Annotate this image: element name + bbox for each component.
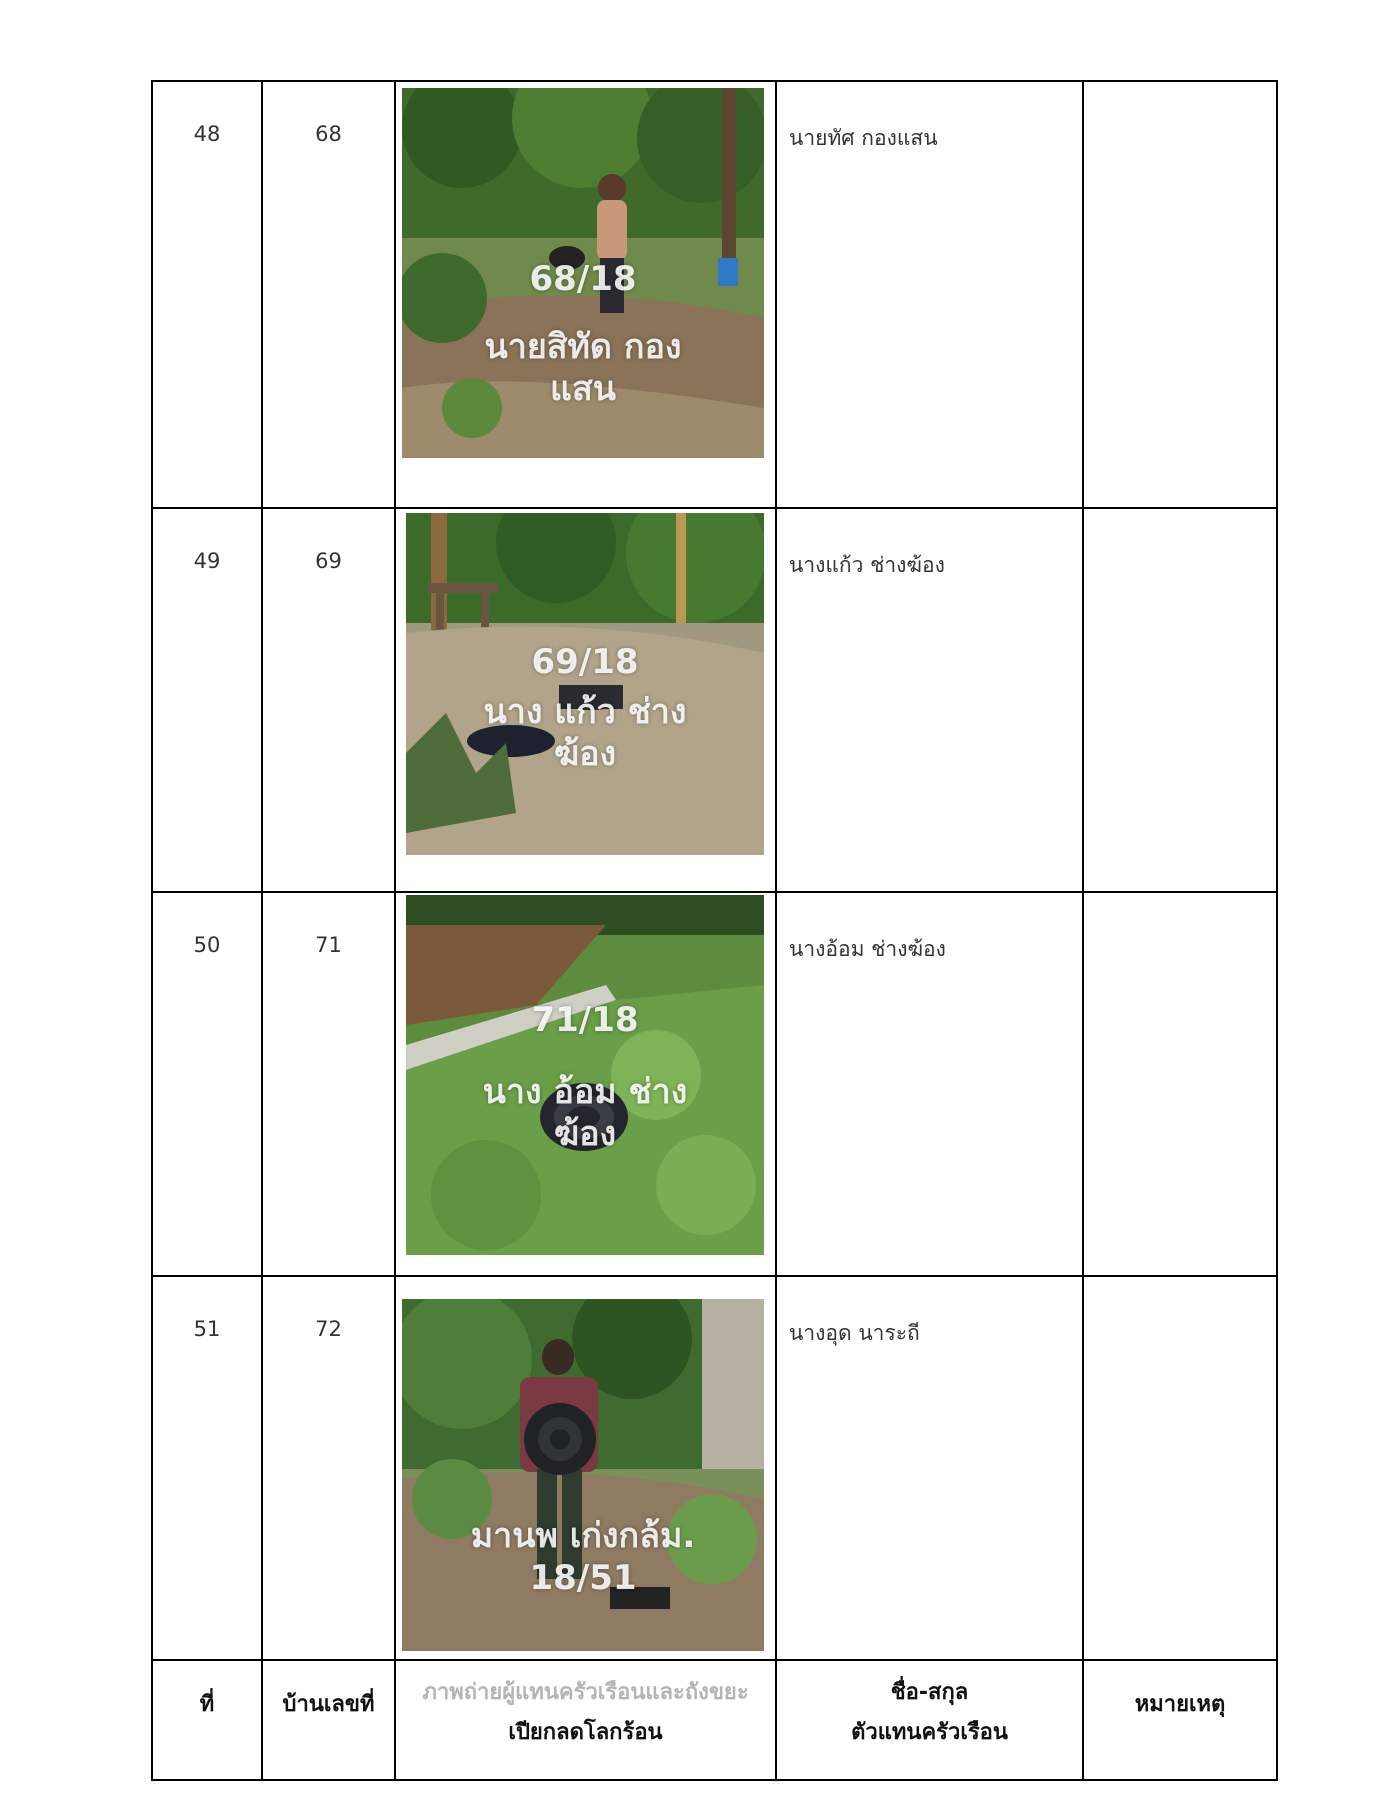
- household-representative-name: นางแก้ว ช่างฆ้อง: [776, 508, 1083, 892]
- photo-cell: [395, 81, 776, 508]
- table-row: [152, 1276, 1277, 1660]
- column-header-house-number: บ้านเลขที่: [262, 1660, 395, 1780]
- row-index: 50: [152, 892, 262, 1276]
- photo-caption-line: 68/18: [529, 259, 637, 299]
- column-header-name: [776, 1660, 1083, 1780]
- note-cell: [1083, 1276, 1277, 1660]
- note-cell: [1083, 508, 1277, 892]
- household-photo: [406, 895, 764, 1255]
- table-row: [152, 81, 1277, 508]
- photo-caption-line: มานพ เก่งกล้ม.: [470, 1516, 696, 1556]
- column-header-photo: [395, 1660, 776, 1780]
- row-index: 49: [152, 508, 262, 892]
- column-header-name-line2: ตัวแทนครัวเรือน: [851, 1720, 1008, 1745]
- note-cell: [1083, 892, 1277, 1276]
- photo-caption-line: นาง แก้ว ช่าง: [483, 692, 687, 732]
- note-cell: [1083, 81, 1277, 508]
- column-header-index: ที่: [152, 1660, 262, 1780]
- photo-caption-line: ฆ้อง: [553, 734, 617, 774]
- table-row: [152, 508, 1277, 892]
- household-representative-name: นายทัศ กองแสน: [776, 81, 1083, 508]
- photo-caption-line: 71/18: [531, 1000, 639, 1040]
- house-number: 71: [262, 892, 395, 1276]
- photo-cell: [395, 1276, 776, 1660]
- column-header-name-line1: ชื่อ-สกุล: [890, 1680, 969, 1705]
- house-number: 69: [262, 508, 395, 892]
- house-number: 72: [262, 1276, 395, 1660]
- photo-cell: [395, 508, 776, 892]
- photo-caption-line: 69/18: [531, 642, 639, 682]
- table-row: [152, 892, 1277, 1276]
- row-index: 51: [152, 1276, 262, 1660]
- household-photo: [402, 1299, 764, 1651]
- photo-caption-line: แสน: [550, 369, 616, 409]
- household-representative-name: นางอุด นาระถี: [776, 1276, 1083, 1660]
- row-index: 48: [152, 81, 262, 508]
- column-header-photo-line1: ภาพถ่ายผู้แทนครัวเรือนและถังขยะ: [422, 1680, 749, 1705]
- photo-cell: [395, 892, 776, 1276]
- column-header-note: หมายเหตุ: [1083, 1660, 1277, 1780]
- household-register-table: [151, 80, 1278, 1781]
- household-representative-name: นางอ้อม ช่างฆ้อง: [776, 892, 1083, 1276]
- household-photo: [406, 513, 764, 855]
- photo-caption-line: 18/51: [529, 1558, 637, 1598]
- household-photo: [402, 88, 764, 458]
- photo-caption-line: นายสิทัด กอง: [484, 327, 682, 367]
- table-header-row: [152, 1660, 1277, 1780]
- house-number: 68: [262, 81, 395, 508]
- photo-caption-line: นาง อ้อม ช่าง: [482, 1072, 688, 1112]
- column-header-photo-line2: เปียกลดโลกร้อน: [508, 1720, 663, 1745]
- photo-caption-line: ฆ้อง: [553, 1114, 617, 1154]
